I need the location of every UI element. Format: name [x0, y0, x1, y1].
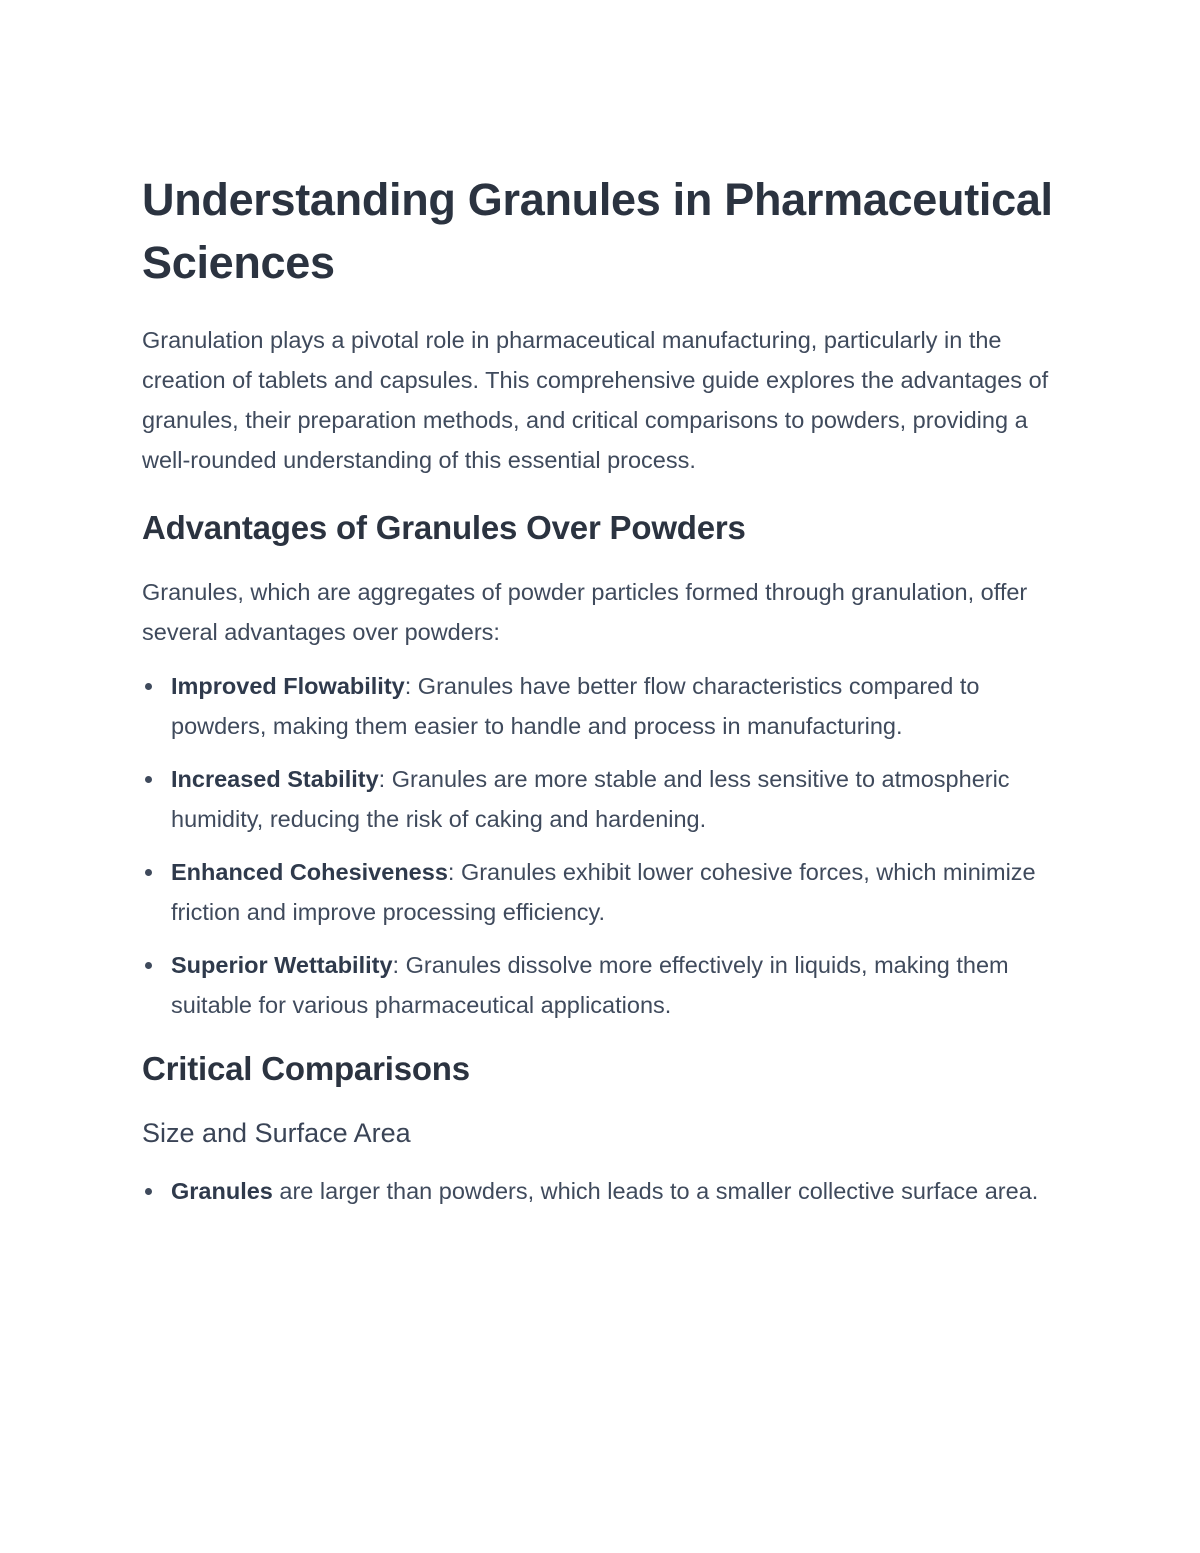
list-item-text: are larger than powders, which leads to a smaller collective surface area.: [272, 1178, 1039, 1204]
bullet-icon: [145, 962, 152, 969]
comparisons-heading: Critical Comparisons: [142, 1050, 470, 1087]
bullet-icon: [145, 869, 152, 876]
list-item-term: Granules: [171, 1178, 273, 1204]
list-item: [142, 945, 1062, 1025]
bullet-icon: [145, 683, 152, 690]
size-surface-subheading: Size and Surface Area: [142, 1118, 411, 1148]
list-item-term: Superior Wettability: [171, 952, 393, 978]
advantages-list: [142, 666, 1062, 1025]
comparisons-list: [142, 1171, 1062, 1211]
page-title: Understanding Granules in Pharmaceutical Sciences: [142, 174, 1053, 288]
intro-paragraph: Granulation plays a pivotal role in pharmaceutical manufacturing, particularly in the creation of tablets and capsules. This comprehensive guide explores the advantages of granules, their preparation methods, and critical comparisons to powders, providing a well-rounded understanding of this essential process.: [142, 327, 1049, 473]
document-page: [142, 168, 1062, 1224]
list-item: [142, 759, 1062, 839]
advantages-lead-paragraph: Granules, which are aggregates of powder particles formed through granulation, offer several advantages over powders:: [142, 579, 1028, 645]
list-item-text: : Granules are more stable and less sensitive to atmospheric humidity, reducing the risk of caking and hardening.: [171, 766, 1010, 832]
list-item-term: Increased Stability: [171, 766, 379, 792]
advantages-heading: Advantages of Granules Over Powders: [142, 509, 746, 546]
list-item-term: Improved Flowability: [171, 673, 405, 699]
list-item: [142, 852, 1062, 932]
list-item-text: : Granules exhibit lower cohesive forces, which minimize friction and improve processing efficiency.: [171, 859, 1036, 925]
list-item: [142, 1171, 1062, 1211]
list-item-text: : Granules dissolve more effectively in liquids, making them suitable for various pharmaceutical applications.: [171, 952, 1009, 1018]
list-item: [142, 666, 1062, 746]
list-item-term: Enhanced Cohesiveness: [171, 859, 448, 885]
list-item-text: : Granules have better flow characteristics compared to powders, making them easier to handle and process in manufacturing.: [171, 673, 980, 739]
bullet-icon: [145, 1188, 152, 1195]
bullet-icon: [145, 776, 152, 783]
